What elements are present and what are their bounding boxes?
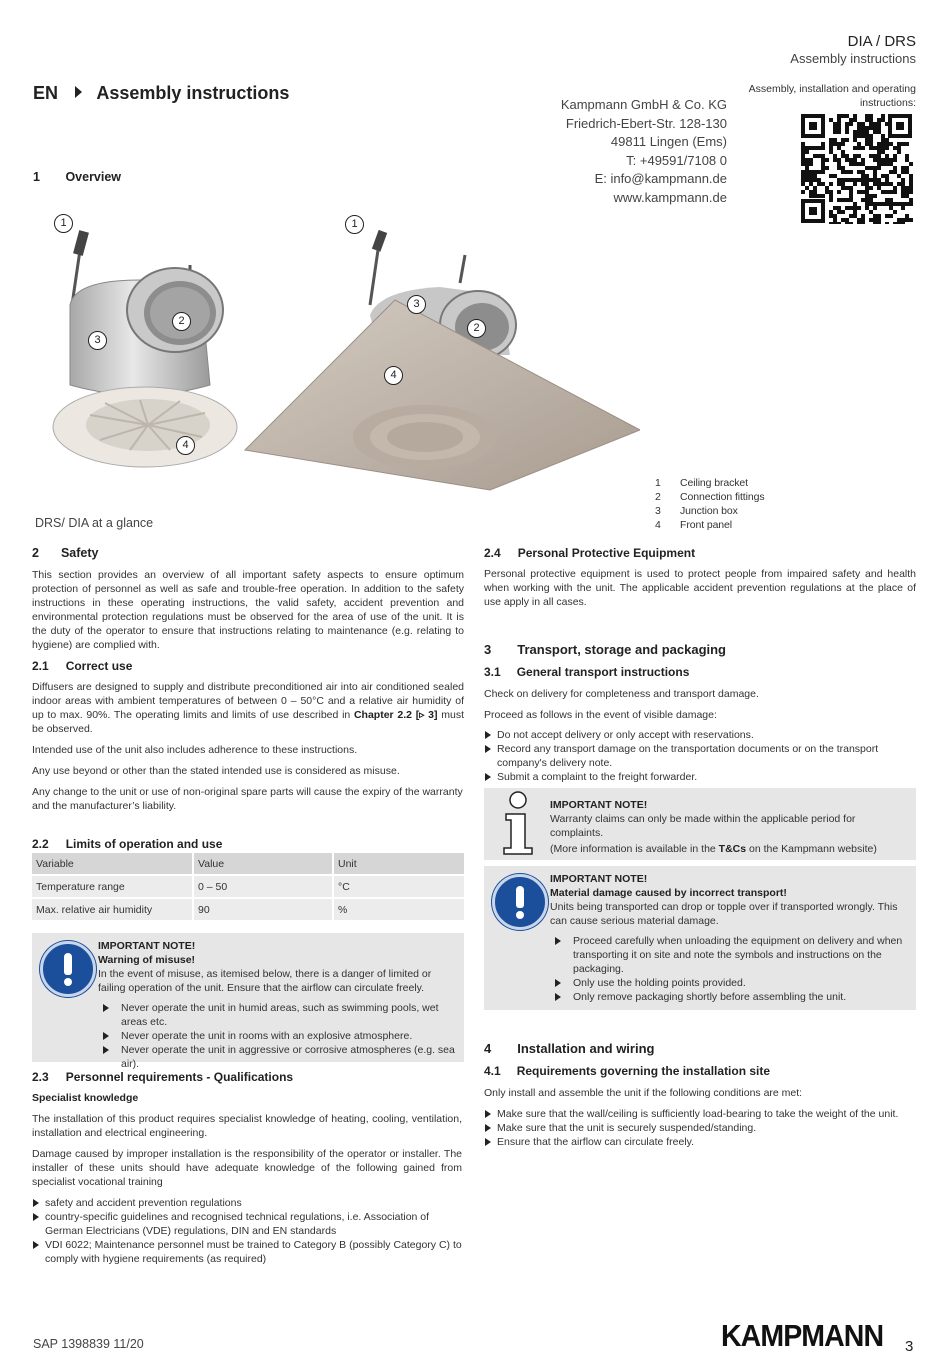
correct-use-p4: Any change to the unit or use of non-original spare parts will cause the expiry of the warranty and the manufacturer’s liability. <box>32 786 463 812</box>
section-1-num: 1 <box>33 170 40 184</box>
triangle-right-icon <box>75 86 82 98</box>
section-1-heading <box>33 170 121 184</box>
qr-caption: Assembly, installation and operating instructions: <box>748 83 916 109</box>
legend-item: 4 Front panel <box>655 519 733 531</box>
badge-1-dia: 1 <box>345 215 364 234</box>
transport-p2: Proceed as follows in the event of visible damage: <box>484 709 717 721</box>
company-phone: T: +49591/7108 0 <box>626 152 727 168</box>
section-3-1-heading: 3.1 General transport instructions <box>484 665 690 679</box>
legend-item: 3 Junction box <box>655 505 738 517</box>
list-item: Make sure that the wall/ceiling is sufficiently load-bearing to take the weight of the unit. <box>484 1107 916 1121</box>
left-column <box>32 546 464 922</box>
correct-use-p1: Diffusers are designed to supply and distribute preconditioned air into air conditioned sealed indoor areas with ambient temperatures of between 0 – 50°C and a relative air humidity of up to max. 90%. The operating limits and limits of use described in Chapter 2.2 [▹ 3] must be observed. <box>32 681 465 735</box>
installation-section <box>484 1041 916 1149</box>
footer-code: SAP 1398839 11/20 <box>33 1337 144 1351</box>
list-item: Never operate the unit in rooms with an explosive atmosphere. <box>102 1029 458 1043</box>
company-email[interactable]: E: info@kampmann.de <box>594 171 727 186</box>
section-2-2-heading: 2.2 Limits of operation and use <box>32 837 223 851</box>
overview-legend <box>655 476 764 532</box>
note-line1: Warranty claims can only be made within the applicable period for complaints. <box>550 813 856 839</box>
section-3-heading: 3 Transport, storage and packaging <box>484 642 727 657</box>
note-text: In the event of misuse, as itemised below, there is a danger of limited or failing operation of the unit. Ensure that the airflow can circulate freely. <box>98 968 432 994</box>
chapter-link[interactable]: Chapter 2.2 [▹ 3] <box>353 709 438 721</box>
transport-section <box>484 642 916 784</box>
ppe-text: Personal protective equipment is used to protect people from impaired safety and health when working with the unit. The applicable accident prevention regulations at the place of use apply in all cases. <box>484 568 916 608</box>
note-title: Warning of misuse! <box>98 954 196 966</box>
header-doc-type: Assembly instructions <box>790 51 916 66</box>
lang-code: EN <box>33 83 59 103</box>
company-city: 49811 Lingen (Ems) <box>610 134 727 149</box>
safety-intro: This section provides an overview of all important safety aspects to ensure optimum protection of personnel as well as safe and trouble-free operation. In addition to the safety instructions in these operating instructions, the valid safety, accident prevention and environmental protection regulations must be observed for the area of use of the unit. It is the duty of the operator to ensure that instructions relating to maintenance (e.g. relating to hygiene) are complied with. <box>32 569 464 651</box>
table-row: Temperature range 0 – 50 °C <box>32 875 464 898</box>
personnel-section <box>32 1070 462 1266</box>
badge-2-dia: 2 <box>467 319 486 338</box>
damage-note <box>484 866 916 1010</box>
list-item: Ensure that the airflow can circulate freely. <box>484 1135 916 1149</box>
section-2-heading: 2 Safety <box>32 546 99 560</box>
section-1-title: Overview <box>65 170 122 184</box>
badge-3-dia: 3 <box>407 295 426 314</box>
list-item: country-specific guidelines and recognised technical regulations, i.e. Association of German Electricians (VDE) regulations, DIN and EN standards <box>32 1210 462 1238</box>
product-illustration <box>40 205 640 495</box>
personnel-list <box>32 1196 462 1266</box>
legend-item: 1 Ceiling bracket <box>655 477 748 489</box>
badge-2-drs: 2 <box>172 312 191 331</box>
installation-p1: Only install and assemble the unit if the following conditions are met: <box>484 1087 803 1099</box>
note-title: Material damage caused by incorrect transport! <box>550 887 787 899</box>
note-list <box>554 934 910 1004</box>
doc-title <box>33 83 289 104</box>
note-label: IMPORTANT NOTE! <box>550 873 648 885</box>
company-web[interactable]: www.kampmann.de <box>613 189 727 205</box>
misuse-note <box>32 933 464 1070</box>
qr-code <box>800 113 913 224</box>
list-item: Never operate the unit in humid areas, such as swimming pools, wet areas etc. <box>102 1001 458 1029</box>
info-note <box>484 788 916 860</box>
correct-use-p2: Intended use of the unit also includes adherence to these instructions. <box>32 744 358 756</box>
personnel-p2: Damage caused by improper installation is the responsibility of the operator or installer. The installer of these units should have adequate knowledge of the following gained from specialist vocational training <box>32 1148 462 1188</box>
doc-title-text: Assembly instructions <box>96 83 290 103</box>
overview-caption: DRS/ DIA at a glance <box>35 516 154 530</box>
transport-list <box>484 728 916 784</box>
tcs-link[interactable]: T&Cs <box>718 843 747 855</box>
exclamation-icon <box>40 941 96 997</box>
brand-logo: KAMPMANN <box>721 1318 884 1353</box>
section-2-1-heading: 2.1 Correct use <box>32 659 133 673</box>
list-item: Do not accept delivery or only accept with reservations. <box>484 728 916 742</box>
list-item: Submit a complaint to the freight forwarder. <box>484 770 916 784</box>
transport-p1: Check on delivery for completeness and transport damage. <box>484 688 759 700</box>
note-label: IMPORTANT NOTE! <box>550 799 648 811</box>
company-street: Friedrich-Ebert-Str. 128-130 <box>565 115 727 131</box>
list-item: safety and accident prevention regulations <box>32 1196 462 1210</box>
list-item: Only remove packaging shortly before assembling the unit. <box>554 990 910 1004</box>
note-line2: (More information is available in the T&Cs on the Kampmann website) <box>550 843 877 855</box>
exclamation-icon <box>492 874 548 930</box>
list-item: Proceed carefully when unloading the equipment on delivery and when transporting it on site and note the symbols and instructions on the packaging. <box>554 934 910 976</box>
note-list <box>102 1001 458 1071</box>
section-4-1-heading: 4.1 Requirements governing the installation site <box>484 1064 771 1078</box>
badge-4-drs: 4 <box>176 436 195 455</box>
section-2-3-heading: 2.3 Personnel requirements - Qualifications <box>32 1070 294 1084</box>
header-product: DIA / DRS <box>847 33 916 50</box>
company-name: Kampmann GmbH & Co. KG <box>560 97 727 112</box>
list-item: Make sure that the unit is securely suspended/standing. <box>484 1121 916 1135</box>
info-icon <box>498 790 538 856</box>
personnel-p1: The installation of this product requires specialist knowledge of heating, cooling, ventilation, installation and electrical engineering. <box>32 1113 462 1139</box>
installation-list <box>484 1107 916 1149</box>
list-item: VDI 6022; Maintenance personnel must be trained to Category B (possibly Category C) to comply with hygiene requirements (as required) <box>32 1238 462 1266</box>
section-2-4-heading: 2.4 Personal Protective Equipment <box>484 546 696 560</box>
table-row: Max. relative air humidity 90 % <box>32 898 464 921</box>
list-item: Record any transport damage on the transportation documents or on the transport company's delivery note. <box>484 742 916 770</box>
table-header-row: Variable Value Unit <box>32 853 464 875</box>
ppe-section <box>484 546 916 609</box>
page-number: 3 <box>905 1338 914 1355</box>
list-item: Never operate the unit in aggressive or corrosive atmospheres (e.g. sea air). <box>102 1043 458 1071</box>
limits-table <box>32 853 464 922</box>
list-item: Only use the holding points provided. <box>554 976 910 990</box>
company-block <box>561 96 727 207</box>
note-label: IMPORTANT NOTE! <box>98 940 196 952</box>
personnel-subtitle: Specialist knowledge <box>32 1092 139 1104</box>
badge-4-dia: 4 <box>384 366 403 385</box>
correct-use-p3: Any use beyond or other than the stated intended use is considered as misuse. <box>32 765 400 777</box>
badge-3-drs: 3 <box>88 331 107 350</box>
badge-1-drs: 1 <box>54 214 73 233</box>
note-text: Units being transported can drop or topple over if transported wrongly. This can cause serious material damage. <box>550 901 898 927</box>
legend-item: 2 Connection fittings <box>655 491 765 503</box>
section-4-heading: 4 Installation and wiring <box>484 1041 655 1056</box>
